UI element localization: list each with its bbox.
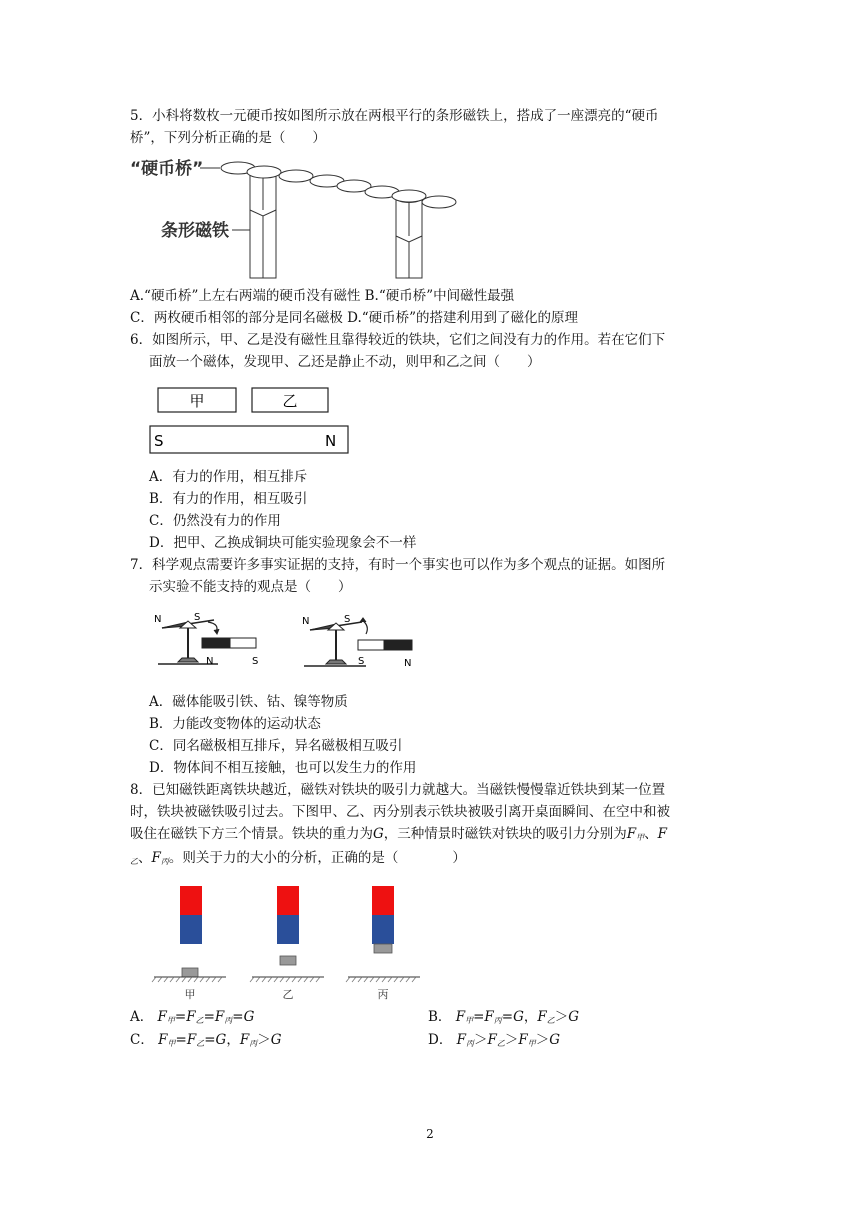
page-number: 2 [426, 1127, 434, 1141]
q7-stem-line2: 示实验不能支持的观点是（ ） [149, 579, 352, 595]
q5-stem-line1: 5．小科将数枚一元硬币按如图所示放在两根平行的条形磁铁上，搭成了一座漂亮的“硬币 [130, 108, 659, 124]
q7-right-n-magnet: N [404, 658, 412, 669]
scene-jia [152, 886, 226, 1001]
q6-label-jia: 甲 [189, 392, 205, 410]
q5-coin-bridge-figure [128, 150, 468, 285]
q7-option-c: C．同名磁极相互排斥，异名磁极相互吸引 [149, 738, 403, 754]
q8-option-a: A． $F_甲=F_乙=F_丙=G$ [130, 1009, 255, 1025]
scene-yi [250, 886, 324, 1001]
q8-option-d: D． $F_丙>F_乙>F_甲>G$ [428, 1032, 561, 1048]
q8-option-b: B． $F_甲=F_丙=G$，$F_乙>G$ [428, 1009, 580, 1025]
q6-option-a: A．有力的作用，相互排斥 [149, 469, 308, 485]
q6-stem-line1: 6．如图所示，甲、乙是没有磁性且靠得较近的铁块，它们之间没有力的作用。若在它们下 [130, 332, 666, 348]
q8-stem-line3: 吸住在磁铁下方三个情景。铁块的重力为G，三种情景时磁铁对铁块的吸引力分别为$F_甲$、F [130, 826, 668, 842]
q7-option-b: B．力能改变物体的运动状态 [149, 716, 321, 732]
q8-stem-line1: 8．已知磁铁距离铁块越近，磁铁对铁块的吸引力就越大。当磁铁慢慢靠近铁块到某一位置 [130, 782, 666, 798]
q8-option-c: C． $F_甲=F_乙=G$，$F_丙>G$ [130, 1032, 282, 1048]
q7-option-a: A．磁体能吸引铁、钴、镍等物质 [149, 694, 348, 710]
q6-label-s: S [154, 432, 164, 450]
q5-stem-line2: 桥”，下列分析正确的是（ ） [130, 130, 326, 146]
q8-stem-line4: $_乙$、$F_丙$。则关于力的大小的分析，正确的是（ ） [130, 850, 466, 866]
q6-option-c: C．仍然没有力的作用 [149, 513, 281, 529]
q5-fig-label-bridge: “硬币桥” [130, 159, 204, 179]
q7-left-s-magnet: S [252, 656, 259, 667]
q6-stem-line2: 面放一个磁体，发现甲、乙还是静止不动，则甲和乙之间（ ） [149, 354, 541, 370]
q6-label-n: N [325, 432, 337, 450]
right-bar-magnet [396, 194, 422, 279]
q8-fig-yi: 乙 [282, 988, 294, 1001]
q7-right-s-needle: S [344, 614, 351, 625]
q7-right-s-magnet: S [358, 656, 365, 667]
q7-left-n-needle: N [154, 614, 162, 625]
q8-magnet-figure [150, 884, 430, 1004]
q5-options-line2: C．两枚硬币相邻的部分是同名磁极 D.“硬币桥”的搭建利用到了磁化的原理 [130, 310, 579, 326]
scene-bing [346, 886, 420, 1001]
left-bar-magnet [250, 168, 276, 279]
bar-magnet [150, 426, 348, 453]
q7-option-d: D．物体间不相互接触，也可以发生力的作用 [149, 760, 417, 776]
q8-fig-jia: 甲 [184, 988, 196, 1001]
q5-fig-label-magnet: 条形磁铁 [161, 221, 229, 241]
q7-compass-figure [148, 606, 428, 682]
q6-label-yi: 乙 [282, 392, 298, 410]
q6-option-d: D．把甲、乙换成铜块可能实验现象会不一样 [149, 535, 417, 551]
q5-options-line1: A.“硬币桥”上左右两端的硬币没有磁性 B.“硬币桥”中间磁性最强 [130, 288, 515, 304]
q7-left-n-magnet: N [206, 656, 214, 667]
q8-fig-bing: 丙 [377, 988, 389, 1001]
q7-left-s-needle: S [194, 612, 201, 623]
q6-figure [148, 384, 358, 456]
q8-stem-line2: 时，铁块被磁铁吸引过去。下图甲、乙、丙分别表示铁块被吸引离开桌面瞬间、在空中和被 [130, 804, 670, 820]
q7-stem-line1: 7．科学观点需要许多事实证据的支持，有时一个事实也可以作为多个观点的证据。如图所 [130, 557, 666, 573]
q7-right-n-needle: N [302, 616, 310, 627]
q6-option-b: B．有力的作用，相互吸引 [149, 491, 308, 507]
